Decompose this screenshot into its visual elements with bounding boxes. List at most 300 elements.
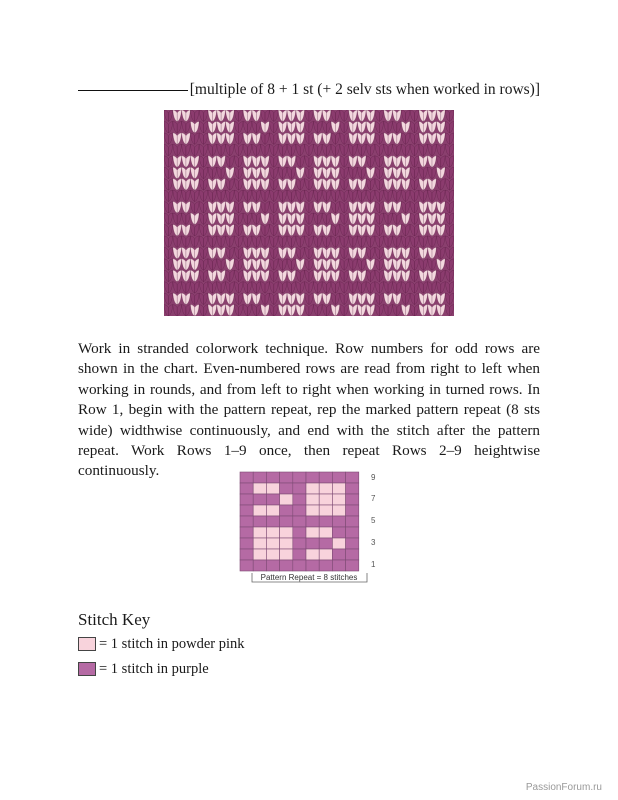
swatch-stitch bbox=[164, 259, 168, 270]
swatch-stitch bbox=[208, 236, 212, 247]
chart-cell bbox=[280, 505, 293, 516]
swatch-stitch bbox=[432, 236, 436, 247]
swatch-stitch bbox=[309, 156, 313, 167]
swatch-stitch bbox=[379, 213, 383, 224]
swatch-stitch bbox=[357, 156, 361, 167]
swatch-stitch bbox=[436, 202, 440, 213]
swatch-stitch bbox=[212, 110, 216, 121]
swatch-stitch bbox=[436, 190, 440, 201]
swatch-stitch bbox=[313, 305, 317, 316]
swatch-stitch bbox=[344, 259, 348, 270]
swatch-stitch bbox=[177, 202, 181, 213]
swatch-stitch bbox=[199, 144, 203, 155]
swatch-stitch bbox=[428, 144, 432, 155]
swatch-stitch bbox=[331, 259, 335, 270]
swatch-stitch bbox=[366, 282, 370, 293]
swatch-stitch bbox=[318, 213, 322, 224]
watermark: PassionForum.ru bbox=[525, 782, 602, 793]
chart-cell bbox=[293, 538, 306, 549]
swatch-stitch bbox=[419, 282, 423, 293]
swatch-stitch bbox=[313, 144, 317, 155]
swatch-stitch bbox=[371, 133, 375, 144]
swatch-stitch bbox=[204, 270, 208, 281]
swatch-stitch bbox=[362, 190, 366, 201]
swatch-stitch bbox=[177, 305, 181, 316]
swatch-stitch bbox=[322, 133, 326, 144]
swatch-stitch bbox=[322, 179, 326, 190]
swatch-stitch bbox=[419, 270, 423, 281]
swatch-stitch bbox=[362, 247, 366, 258]
swatch-stitch bbox=[239, 236, 243, 247]
swatch-stitch bbox=[190, 247, 194, 258]
swatch-stitch bbox=[173, 224, 177, 235]
swatch-stitch bbox=[226, 213, 230, 224]
swatch-stitch bbox=[353, 133, 357, 144]
swatch-stitch bbox=[173, 270, 177, 281]
chart-cell bbox=[306, 527, 319, 538]
swatch-stitch bbox=[190, 224, 194, 235]
swatch-stitch bbox=[379, 121, 383, 132]
swatch-stitch bbox=[261, 202, 265, 213]
swatch-stitch bbox=[357, 110, 361, 121]
swatch-stitch bbox=[432, 213, 436, 224]
swatch-stitch bbox=[261, 236, 265, 247]
swatch-stitch bbox=[256, 293, 260, 304]
swatch-stitch bbox=[182, 133, 186, 144]
swatch-stitch bbox=[195, 202, 199, 213]
swatch-stitch bbox=[392, 213, 396, 224]
swatch-stitch bbox=[234, 156, 238, 167]
swatch-stitch bbox=[388, 282, 392, 293]
swatch-stitch bbox=[353, 270, 357, 281]
swatch-stitch bbox=[349, 179, 353, 190]
swatch-stitch bbox=[199, 179, 203, 190]
swatch-stitch bbox=[388, 179, 392, 190]
swatch-stitch bbox=[428, 213, 432, 224]
swatch-stitch bbox=[362, 236, 366, 247]
swatch-stitch bbox=[318, 144, 322, 155]
swatch-stitch bbox=[182, 270, 186, 281]
swatch-stitch bbox=[300, 293, 304, 304]
swatch-stitch bbox=[445, 236, 449, 247]
swatch-stitch bbox=[305, 121, 309, 132]
swatch-stitch bbox=[423, 133, 427, 144]
swatch-stitch bbox=[357, 224, 361, 235]
swatch-stitch bbox=[265, 144, 269, 155]
swatch-stitch bbox=[362, 144, 366, 155]
chart-cell bbox=[306, 472, 319, 483]
swatch-stitch bbox=[234, 247, 238, 258]
swatch-stitch bbox=[230, 179, 234, 190]
swatch-stitch bbox=[195, 247, 199, 258]
swatch-stitch bbox=[274, 133, 278, 144]
swatch-stitch bbox=[445, 179, 449, 190]
chart-cell bbox=[293, 483, 306, 494]
swatch-stitch bbox=[436, 247, 440, 258]
chart-cell bbox=[332, 549, 345, 560]
swatch-stitch bbox=[410, 282, 414, 293]
swatch-stitch bbox=[414, 190, 418, 201]
swatch-stitch bbox=[199, 305, 203, 316]
swatch-stitch bbox=[265, 213, 269, 224]
swatch-stitch bbox=[217, 213, 221, 224]
swatch-stitch bbox=[441, 133, 445, 144]
swatch-stitch bbox=[432, 270, 436, 281]
swatch-stitch bbox=[300, 167, 304, 178]
swatch-stitch bbox=[221, 305, 225, 316]
swatch-stitch bbox=[208, 202, 212, 213]
swatch-stitch bbox=[190, 213, 194, 224]
swatch-stitch bbox=[230, 282, 234, 293]
swatch-stitch bbox=[423, 156, 427, 167]
swatch-stitch bbox=[173, 213, 177, 224]
chart-cell bbox=[306, 494, 319, 505]
chart-cell bbox=[266, 516, 279, 527]
swatch-stitch bbox=[208, 133, 212, 144]
swatch-stitch bbox=[428, 121, 432, 132]
swatch-stitch bbox=[212, 270, 216, 281]
swatch-stitch bbox=[401, 247, 405, 258]
swatch-stitch bbox=[375, 190, 379, 201]
swatch-stitch bbox=[318, 305, 322, 316]
swatch-stitch bbox=[349, 121, 353, 132]
swatch-stitch bbox=[265, 259, 269, 270]
swatch-stitch bbox=[212, 224, 216, 235]
swatch-stitch bbox=[441, 156, 445, 167]
swatch-stitch bbox=[177, 293, 181, 304]
swatch-stitch bbox=[186, 213, 190, 224]
swatch-stitch bbox=[186, 247, 190, 258]
pattern-instructions: Work in stranded colorwork technique. Row numbers for odd rows are shown in the chart. Even-numbered rows are read from right to left when working in rounds, and from left to right when working in turned rows. In Row 1, begin with the pattern repeat, rep the marked pattern repeat (8 sts wide) widthwise continuously, and end with the stitch after the pattern repeat. Work Rows 1–9 once, then repeat Rows 2–9 heightwise continuously. bbox=[78, 340, 540, 480]
swatch-stitch bbox=[423, 110, 427, 121]
swatch-stitch bbox=[177, 121, 181, 132]
swatch-stitch bbox=[243, 133, 247, 144]
swatch-stitch bbox=[221, 224, 225, 235]
swatch-stitch bbox=[186, 270, 190, 281]
swatch-stitch bbox=[445, 110, 449, 121]
swatch-stitch bbox=[428, 133, 432, 144]
swatch-stitch bbox=[296, 179, 300, 190]
swatch-stitch bbox=[366, 247, 370, 258]
swatch-stitch bbox=[256, 213, 260, 224]
swatch-stitch bbox=[287, 133, 291, 144]
swatch-stitch bbox=[234, 110, 238, 121]
swatch-stitch bbox=[164, 224, 168, 235]
swatch-stitch bbox=[269, 190, 273, 201]
swatch-stitch bbox=[204, 179, 208, 190]
swatch-stitch bbox=[335, 121, 339, 132]
swatch-stitch bbox=[173, 179, 177, 190]
swatch-stitch bbox=[208, 213, 212, 224]
swatch-stitch bbox=[182, 305, 186, 316]
swatch-stitch bbox=[371, 156, 375, 167]
swatch-stitch bbox=[353, 190, 357, 201]
swatch-stitch bbox=[357, 270, 361, 281]
chart-cell bbox=[319, 538, 332, 549]
swatch-stitch bbox=[291, 144, 295, 155]
swatch-stitch bbox=[432, 305, 436, 316]
swatch-stitch bbox=[384, 213, 388, 224]
swatch-stitch bbox=[388, 247, 392, 258]
swatch-stitch bbox=[168, 133, 172, 144]
chart-cell bbox=[253, 538, 266, 549]
swatch-stitch bbox=[247, 133, 251, 144]
swatch-stitch bbox=[349, 293, 353, 304]
swatch-stitch bbox=[283, 190, 287, 201]
swatch-stitch bbox=[379, 156, 383, 167]
swatch-stitch bbox=[344, 293, 348, 304]
swatch-stitch bbox=[436, 282, 440, 293]
swatch-stitch bbox=[353, 156, 357, 167]
swatch-stitch bbox=[366, 293, 370, 304]
swatch-stitch bbox=[309, 190, 313, 201]
swatch-stitch bbox=[436, 121, 440, 132]
swatch-stitch bbox=[256, 282, 260, 293]
chart-cell bbox=[253, 516, 266, 527]
swatch-stitch bbox=[274, 156, 278, 167]
swatch-stitch bbox=[234, 259, 238, 270]
chart-cell bbox=[253, 472, 266, 483]
swatch-stitch bbox=[419, 156, 423, 167]
chart-cell bbox=[306, 560, 319, 571]
swatch-stitch bbox=[261, 121, 265, 132]
chart-cell bbox=[319, 527, 332, 538]
swatch-stitch bbox=[340, 133, 344, 144]
row-label-3: 3 bbox=[371, 538, 376, 547]
swatch-stitch bbox=[441, 259, 445, 270]
swatch-stitch bbox=[256, 144, 260, 155]
swatch-stitch bbox=[261, 282, 265, 293]
swatch-stitch bbox=[428, 293, 432, 304]
swatch-stitch bbox=[182, 236, 186, 247]
swatch-stitch bbox=[300, 270, 304, 281]
swatch-stitch bbox=[296, 259, 300, 270]
swatch-stitch bbox=[450, 293, 454, 304]
swatch-stitch bbox=[309, 305, 313, 316]
swatch-stitch bbox=[204, 259, 208, 270]
swatch-stitch bbox=[287, 202, 291, 213]
row-label-9: 9 bbox=[371, 473, 376, 482]
swatch-stitch bbox=[445, 213, 449, 224]
swatch-stitch bbox=[252, 121, 256, 132]
swatch-stitch bbox=[243, 121, 247, 132]
swatch-stitch bbox=[230, 259, 234, 270]
swatch-stitch bbox=[353, 213, 357, 224]
swatch-stitch bbox=[230, 144, 234, 155]
swatch-stitch bbox=[410, 293, 414, 304]
swatch-stitch bbox=[173, 247, 177, 258]
swatch-stitch bbox=[190, 167, 194, 178]
swatch-stitch bbox=[366, 236, 370, 247]
swatch-stitch bbox=[450, 179, 454, 190]
swatch-stitch bbox=[344, 167, 348, 178]
swatch-stitch bbox=[353, 236, 357, 247]
swatch-stitch bbox=[379, 293, 383, 304]
swatch-stitch bbox=[379, 202, 383, 213]
swatch-stitch bbox=[274, 167, 278, 178]
swatch-stitch bbox=[217, 133, 221, 144]
swatch-stitch bbox=[278, 282, 282, 293]
swatch-stitch bbox=[349, 144, 353, 155]
swatch-stitch bbox=[247, 213, 251, 224]
swatch-stitch bbox=[221, 270, 225, 281]
swatch-stitch bbox=[406, 293, 410, 304]
swatch-stitch bbox=[384, 224, 388, 235]
swatch-stitch bbox=[173, 259, 177, 270]
swatch-stitch bbox=[375, 213, 379, 224]
swatch-stitch bbox=[313, 213, 317, 224]
swatch-stitch bbox=[212, 121, 216, 132]
swatch-stitch bbox=[441, 282, 445, 293]
swatch-stitch bbox=[243, 144, 247, 155]
swatch-stitch bbox=[327, 224, 331, 235]
swatch-stitch bbox=[432, 259, 436, 270]
swatch-stitch bbox=[397, 202, 401, 213]
swatch-stitch bbox=[371, 179, 375, 190]
swatch-stitch bbox=[450, 270, 454, 281]
swatch-stitch bbox=[212, 190, 216, 201]
swatch-stitch bbox=[177, 224, 181, 235]
swatch-stitch bbox=[243, 179, 247, 190]
swatch-stitch bbox=[353, 121, 357, 132]
swatch-stitch bbox=[274, 282, 278, 293]
swatch-stitch bbox=[344, 110, 348, 121]
swatch-stitch bbox=[252, 144, 256, 155]
swatch-stitch bbox=[283, 156, 287, 167]
swatch-stitch bbox=[335, 202, 339, 213]
swatch-stitch bbox=[344, 144, 348, 155]
swatch-stitch bbox=[195, 213, 199, 224]
chart-cell bbox=[319, 483, 332, 494]
swatch-stitch bbox=[340, 213, 344, 224]
chart-cell bbox=[266, 549, 279, 560]
swatch-stitch bbox=[234, 282, 238, 293]
swatch-stitch bbox=[327, 167, 331, 178]
swatch-stitch bbox=[247, 270, 251, 281]
chart-cell bbox=[240, 505, 253, 516]
swatch-stitch bbox=[392, 179, 396, 190]
swatch-stitch bbox=[300, 305, 304, 316]
stitch-key-label-pink: = 1 stitch in powder pink bbox=[99, 635, 245, 652]
swatch-stitch bbox=[375, 202, 379, 213]
swatch-stitch bbox=[419, 224, 423, 235]
swatch-stitch bbox=[256, 190, 260, 201]
swatch-stitch bbox=[265, 305, 269, 316]
swatch-stitch bbox=[261, 167, 265, 178]
swatch-stitch bbox=[164, 133, 168, 144]
swatch-stitch bbox=[331, 190, 335, 201]
swatch-stitch bbox=[318, 224, 322, 235]
swatch-stitch bbox=[335, 259, 339, 270]
swatch-stitch bbox=[379, 190, 383, 201]
swatch-stitch bbox=[204, 156, 208, 167]
swatch-stitch bbox=[265, 293, 269, 304]
swatch-stitch bbox=[300, 224, 304, 235]
swatch-stitch bbox=[406, 282, 410, 293]
swatch-stitch bbox=[445, 224, 449, 235]
swatch-stitch bbox=[278, 202, 282, 213]
swatch-stitch bbox=[419, 305, 423, 316]
swatch-stitch bbox=[252, 179, 256, 190]
swatch-stitch bbox=[419, 110, 423, 121]
swatch-stitch bbox=[234, 270, 238, 281]
swatch-stitch bbox=[375, 270, 379, 281]
swatch-stitch bbox=[357, 305, 361, 316]
swatch-stitch bbox=[327, 202, 331, 213]
swatch-stitch bbox=[331, 247, 335, 258]
swatch-stitch bbox=[239, 293, 243, 304]
swatch-stitch bbox=[309, 110, 313, 121]
swatch-stitch bbox=[247, 259, 251, 270]
swatch-stitch bbox=[182, 259, 186, 270]
swatch-stitch bbox=[226, 247, 230, 258]
swatch-stitch bbox=[436, 236, 440, 247]
swatch-stitch bbox=[243, 224, 247, 235]
swatch-stitch bbox=[410, 305, 414, 316]
swatch-stitch bbox=[168, 202, 172, 213]
swatch-stitch bbox=[313, 293, 317, 304]
swatch-stitch bbox=[331, 167, 335, 178]
swatch-stitch bbox=[357, 293, 361, 304]
swatch-stitch bbox=[195, 167, 199, 178]
swatch-stitch bbox=[423, 202, 427, 213]
swatch-stitch bbox=[230, 190, 234, 201]
chart-cell bbox=[240, 494, 253, 505]
swatch-stitch bbox=[186, 133, 190, 144]
swatch-stitch bbox=[371, 224, 375, 235]
swatch-stitch bbox=[362, 179, 366, 190]
swatch-stitch bbox=[186, 167, 190, 178]
swatch-stitch bbox=[344, 282, 348, 293]
swatch-stitch bbox=[313, 259, 317, 270]
swatch-stitch bbox=[406, 167, 410, 178]
colorwork-chart bbox=[238, 470, 388, 590]
chart-cell bbox=[293, 472, 306, 483]
chart-cell bbox=[253, 505, 266, 516]
swatch-stitch bbox=[278, 270, 282, 281]
swatch-stitch bbox=[204, 305, 208, 316]
swatch-stitch bbox=[401, 224, 405, 235]
swatch-stitch bbox=[173, 156, 177, 167]
swatch-stitch bbox=[252, 156, 256, 167]
swatch-stitch bbox=[419, 121, 423, 132]
swatch-stitch bbox=[432, 190, 436, 201]
swatch-stitch bbox=[428, 259, 432, 270]
chart-cell bbox=[280, 494, 293, 505]
swatch-stitch bbox=[357, 213, 361, 224]
swatch-stitch bbox=[327, 156, 331, 167]
swatch-stitch bbox=[379, 167, 383, 178]
chart-cell bbox=[293, 527, 306, 538]
swatch-stitch bbox=[243, 247, 247, 258]
swatch-stitch bbox=[204, 144, 208, 155]
swatch-stitch bbox=[226, 167, 230, 178]
chart-cell bbox=[280, 483, 293, 494]
swatch-stitch bbox=[357, 202, 361, 213]
swatch-stitch bbox=[234, 190, 238, 201]
swatch-stitch bbox=[410, 202, 414, 213]
swatch-stitch bbox=[256, 305, 260, 316]
swatch-stitch bbox=[384, 179, 388, 190]
swatch-stitch bbox=[287, 224, 291, 235]
swatch-stitch bbox=[305, 179, 309, 190]
swatch-stitch bbox=[291, 282, 295, 293]
swatch-stitch bbox=[199, 213, 203, 224]
swatch-stitch bbox=[195, 236, 199, 247]
swatch-stitch bbox=[234, 202, 238, 213]
swatch-stitch bbox=[305, 282, 309, 293]
swatch-stitch bbox=[190, 305, 194, 316]
